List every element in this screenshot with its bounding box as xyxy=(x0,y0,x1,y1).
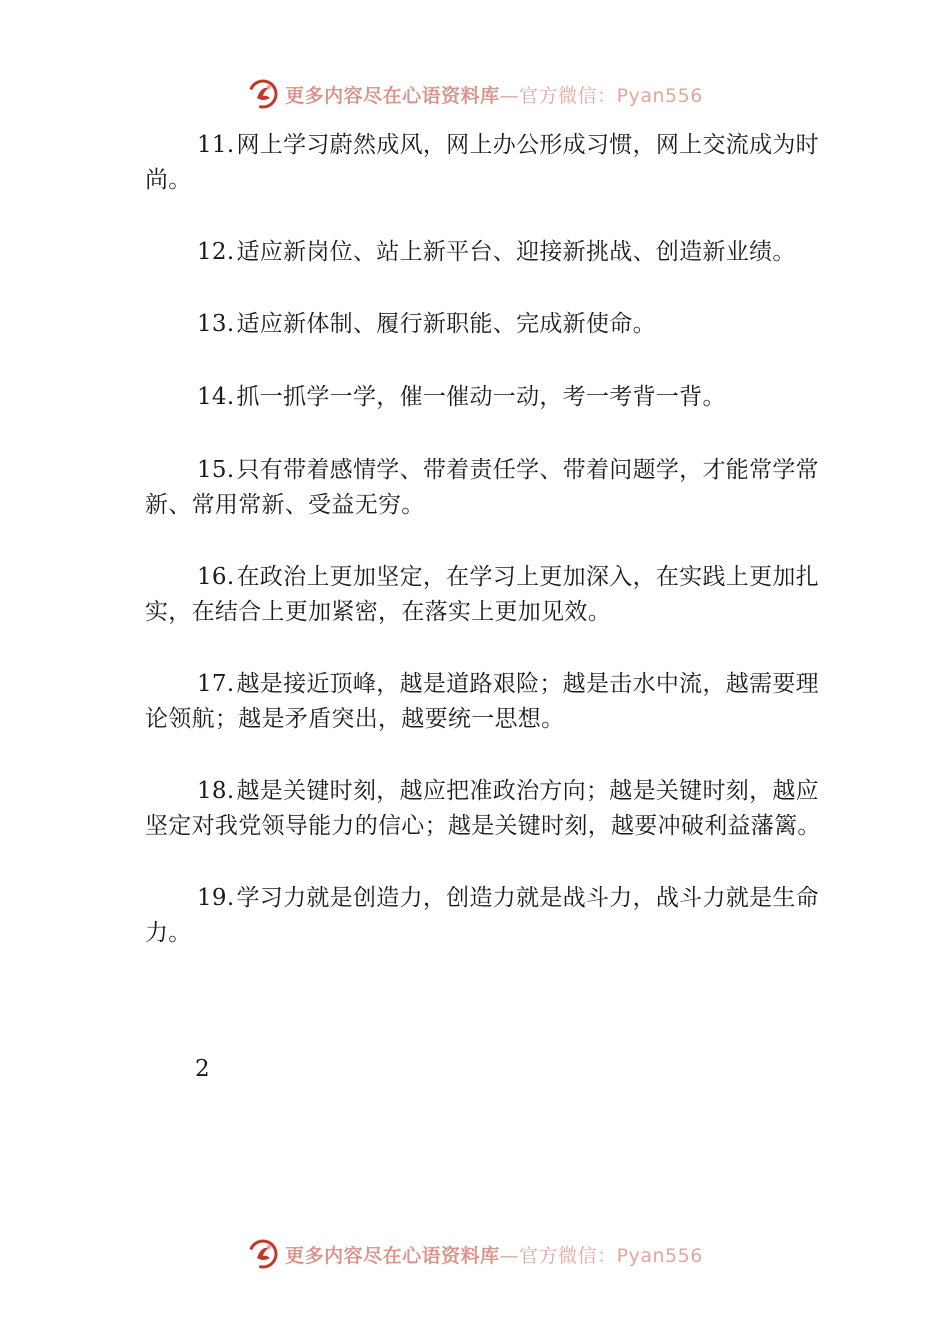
paragraph-16 xyxy=(145,560,825,630)
header-watermark-banner xyxy=(0,72,950,116)
banner-dash: — xyxy=(499,84,520,107)
paragraph-14 xyxy=(145,380,825,415)
paragraph-text: 抓一抓学一学，催一催动一动，考一考背一背。 xyxy=(236,384,726,410)
brand-logo-icon xyxy=(247,1238,279,1270)
banner-lead-text: 更多内容尽在心语资料库 xyxy=(285,84,500,107)
paragraph-17 xyxy=(145,667,825,737)
paragraph-text: 适应新体制、履行新职能、完成新使命。 xyxy=(236,311,656,337)
paragraph-text: 网上学习蔚然成风，网上办公形成习惯，网上交流成为时尚。 xyxy=(145,132,819,193)
document-body xyxy=(145,128,825,988)
paragraph-15 xyxy=(145,453,825,523)
paragraph-number: 18. xyxy=(197,778,235,804)
paragraph-number: 14. xyxy=(197,384,235,410)
paragraph-number: 16. xyxy=(197,564,235,590)
paragraph-13 xyxy=(145,307,825,342)
paragraph-number: 13. xyxy=(197,311,235,337)
paragraph-text: 越是接近顶峰，越是道路艰险；越是击水中流，越需要理论领航；越是矛盾突出，越要统一思想。 xyxy=(145,671,819,732)
paragraph-text: 只有带着感情学、带着责任学、带着问题学，才能常学常新、常用常新、受益无穷。 xyxy=(145,457,819,518)
page-number: 2 xyxy=(195,1056,210,1082)
paragraph-number: 15. xyxy=(197,457,235,483)
banner-rest-text: 官方微信：Pyan556 xyxy=(519,84,703,107)
banner-text xyxy=(285,1241,703,1268)
paragraph-19 xyxy=(145,881,825,951)
banner-rest-text: 官方微信：Pyan556 xyxy=(519,1244,703,1267)
banner-dash: — xyxy=(499,1244,520,1267)
paragraph-text: 越是关键时刻，越应把准政治方向；越是关键时刻，越应坚定对我党领导能力的信心；越是关键时刻，越要冲破利益藩篱。 xyxy=(145,778,821,839)
paragraph-number: 12. xyxy=(197,239,235,265)
paragraph-text: 学习力就是创造力，创造力就是战斗力，战斗力就是生命力。 xyxy=(145,885,819,946)
banner-lead-text: 更多内容尽在心语资料库 xyxy=(285,1244,500,1267)
paragraph-11 xyxy=(145,128,825,198)
paragraph-text: 在政治上更加坚定，在学习上更加深入，在实践上更加扎实，在结合上更加紧密，在落实上更加见效。 xyxy=(145,564,819,625)
paragraph-number: 19. xyxy=(197,885,235,911)
paragraph-18 xyxy=(145,774,825,844)
paragraph-number: 11. xyxy=(197,132,235,158)
paragraph-12 xyxy=(145,235,825,270)
brand-logo-icon xyxy=(247,78,279,110)
footer-watermark-banner xyxy=(0,1232,950,1276)
paragraph-text: 适应新岗位、站上新平台、迎接新挑战、创造新业绩。 xyxy=(236,239,796,265)
paragraph-number: 17. xyxy=(197,671,235,697)
banner-text xyxy=(285,81,703,108)
